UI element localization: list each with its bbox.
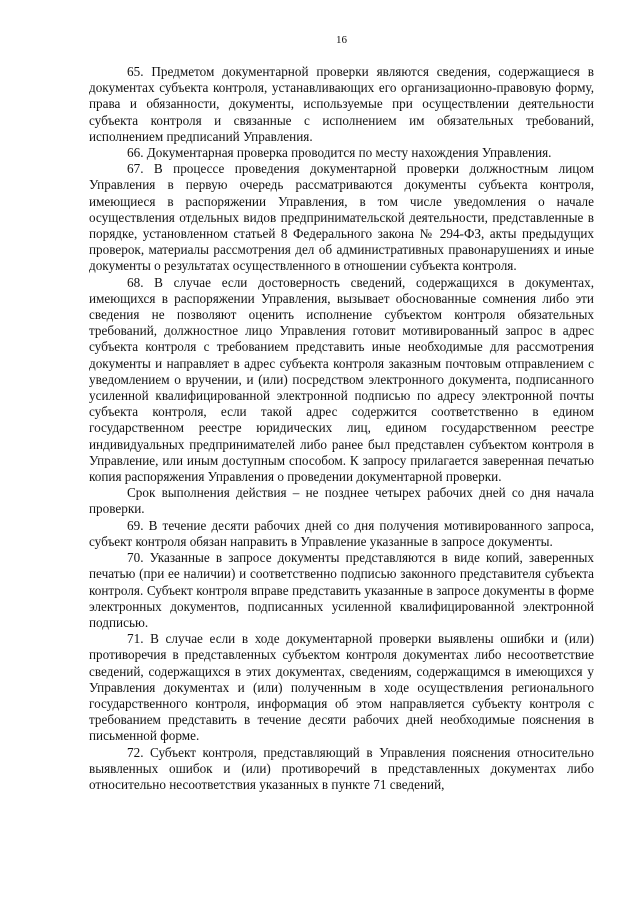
paragraph-deadline: Срок выполнения действия – не позднее четырех рабочих дней со дня начала проверки. (89, 485, 594, 517)
paragraph-70: 70. Указанные в запросе документы представляются в виде копий, заверенных печатью (при ее наличии) и соответственно подписью законного представителя субъекта контроля. Субъект контроля вправе представить указанные в запросе документы в форме электронных документов, подписанных усиленной квалифицированной электронной подписью. (89, 550, 594, 630)
paragraph-71: 71. В случае если в ходе документарной проверки выявлены ошибки и (или) противоречия в представленных субъектом контроля документах либо несоответствие сведений, содержащихся в этих документах, сведениям, содержащимся в имеющихся у Управления документах и (или) полученным в ходе осуществления регионального государственного контроля, информация об этом направляется субъекту контроля с требованием представить в течение десяти рабочих дней необходимые пояснения в письменной форме. (89, 631, 594, 744)
paragraph-68: 68. В случае если достоверность сведений, содержащихся в документах, имеющихся в распоряжении Управления, вызывает обоснованные сомнения либо эти сведения не позволяют оценить исполнение субъектом контроля обязательных требований, должностное лицо Управления готовит мотивированный запрос в адрес субъекта контроля с требованием представить иные необходимые для рассмотрения документы и направляет в адрес субъекта контроля заказным почтовым отправлением с уведомлением о вручении, и (или) посредством электронного документа, подписанного усиленной квалифицированной электронной подписью по адресу электронной почты субъекта контроля, если такой адрес содержится соответственно в едином государственном реестре юридических лиц, едином государственном реестре индивидуальных предпринимателей либо ранее был представлен субъектом контроля в Управление, или иным доступным способом. К запросу прилагается заверенная печатью копия распоряжения Управления о проведении документарной проверки. (89, 274, 594, 485)
paragraph-72: 72. Субъект контроля, представляющий в Управления пояснения относительно выявленных ошибок и (или) противоречий в представленных документах либо относительно несоответствия указанных в пункте 71 сведений, (89, 744, 594, 792)
paragraph-67: 67. В процессе проведения документарной проверки должностным лицом Управления в первую очередь рассматриваются документы субъекта контроля, имеющиеся в распоряжении Управления, в том числе уведомления о начале осуществления отдельных видов предпринимательской деятельности, представленные в порядке, установленном статьей 8 Федерального закона № 294-ФЗ, акты предыдущих проверок, материалы рассмотрения дел об административных правонарушениях и иные документы о результатах осуществленного в отношении субъекта контроля. (89, 161, 594, 274)
paragraph-69: 69. В течение десяти рабочих дней со дня получения мотивированного запроса, субъект контроля обязан направить в Управление указанные в запросе документы. (89, 517, 594, 549)
paragraph-66: 66. Документарная проверка проводится по месту нахождения Управления. (127, 145, 552, 161)
page-number: 16 (336, 34, 347, 46)
paragraph-65: 65. Предметом документарной проверки являются сведения, содержащиеся в документах субъекта контроля, устанавливающих его организационно-правовую форму, права и обязанности, документы, используемые при осуществлении деятельности субъекта контроля и связанные с исполнением им обязательных требований, исполнением предписаний Управления. (89, 64, 594, 144)
